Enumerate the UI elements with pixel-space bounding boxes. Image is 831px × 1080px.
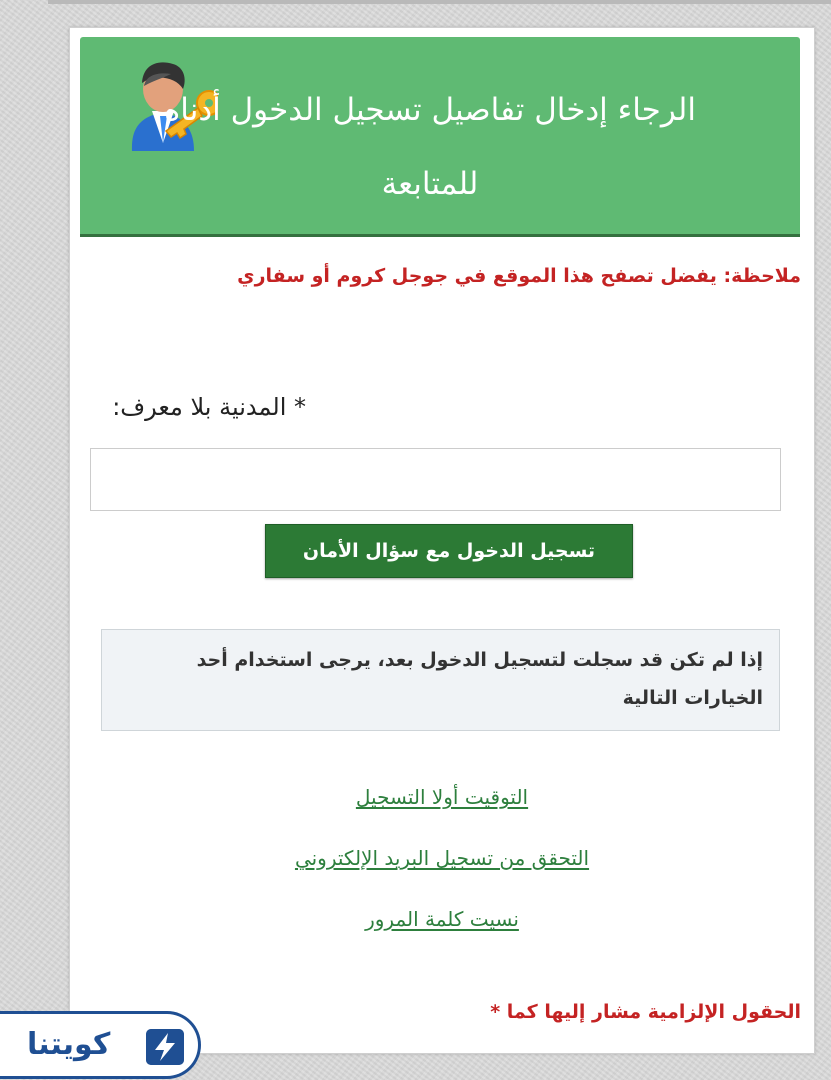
brand-watermark — [0, 1011, 201, 1079]
security-question-login-button[interactable]: تسجيل الدخول مع سؤال الأمان — [265, 524, 633, 578]
required-fields-note: الحقول الإلزامية مشار إليها كما * — [490, 1001, 801, 1023]
civil-id-label: * المدنية بلا معرف: — [112, 393, 306, 421]
forgot-password-link[interactable]: نسيت كلمة المرور — [365, 907, 519, 931]
lightning-logo-icon — [146, 1029, 184, 1065]
login-title: الرجاء إدخال تفاصيل تسجيل الدخول أدناه للمتابعة — [164, 92, 696, 202]
email-verification-link[interactable]: التحقق من تسجيل البريد الإلكتروني — [294, 846, 590, 870]
login-header — [80, 37, 800, 237]
registration-link[interactable]: التوقيت أولا التسجيل — [355, 785, 529, 809]
top-divider — [48, 0, 831, 4]
civil-id-input[interactable] — [90, 448, 781, 511]
brand-name: كويتنا — [27, 1027, 111, 1062]
browser-note: ملاحظة: يفضل تصفح هذا الموقع في جوجل كروم أو سفاري — [237, 265, 801, 287]
registration-options — [70, 785, 814, 968]
login-card — [69, 27, 815, 1054]
registration-info-box: إذا لم تكن قد سجلت لتسجيل الدخول بعد، يرجى استخدام أحد الخيارات التالية — [101, 629, 780, 731]
